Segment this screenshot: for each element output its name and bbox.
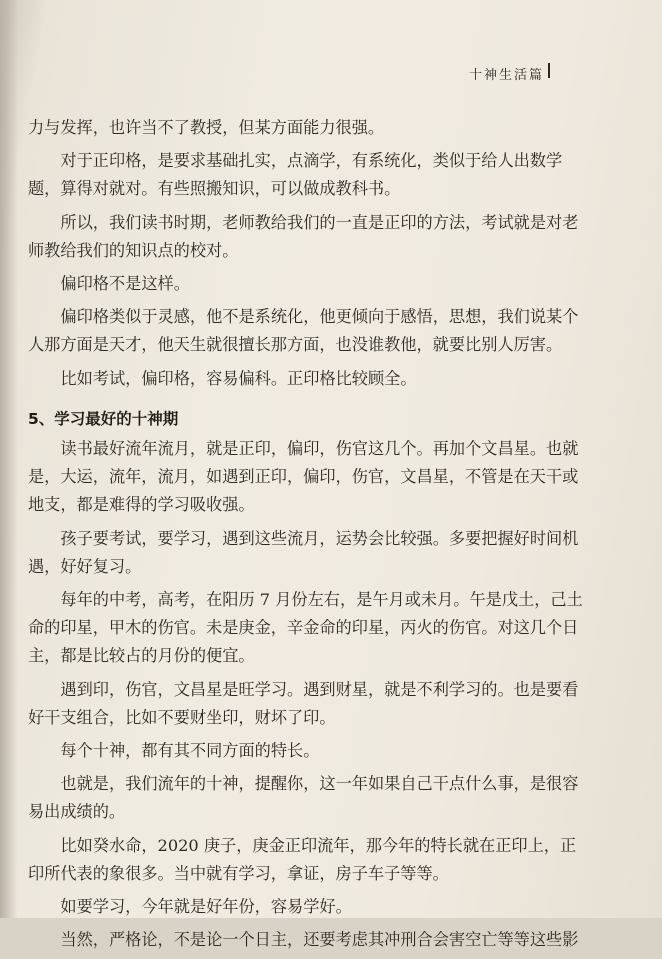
paragraph: 力与发挥，也许当不了教授，但某方面能力很强。: [28, 118, 385, 137]
paragraph: 如要学习，今年就是好年份，容易学好。: [60, 897, 352, 917]
paragraph: 比如考试，偏印格，容易偏科。正印格比较顾全。: [60, 368, 417, 388]
paragraph: 所以，我们读书时期，老师教给我们的一直是正印的方法，考试就是对老师教给我们的知识点的校对。: [28, 212, 579, 260]
paragraph: 偏印格类似于灵感，他不是系统化，他更倾向于感悟，思想，我们说某个人那方面是天才，他天生就很擅长那方面，也没谁教他，就要比别人厉害。: [28, 307, 579, 355]
paragraph: 对于正印格，是要求基础扎实，点滴学，有系统化，类似于给人出数学题，算得对就对。有些照搬知识，可以做成教科书。: [28, 151, 563, 199]
section-heading: 5、学习最好的十神期: [28, 409, 179, 428]
paragraph: 当然，严格论，不是论一个日主，还要考虑其冲刑合会害空亡等等这些影: [60, 930, 579, 950]
paragraph: 每个十神，都有其不同方面的特长。: [60, 741, 320, 761]
header-rule: [548, 63, 550, 78]
paragraph: 比如癸水命，2020 庚子，庚金正印流年，那今年的特长就在正印上，正印所代表的象很多。当中就有学习，拿证，房子车子等等。: [28, 835, 577, 883]
paragraph: 也就是，我们流年的十神，提醒你，这一年如果自己干点什么事，是很容易出成绩的。: [28, 774, 579, 822]
paragraph: 读书最好流年流月，就是正印，偏印，伤官这几个。再加个文昌星。也就是，大运，流年，流月，如遇到正印，偏印，伤官，文昌星，不管是在天干或地支，都是难得的学习吸收强。: [28, 439, 579, 515]
paragraph: 孩子要考试，要学习，遇到这些流月，运势会比较强。多要把握好时间机遇，好好复习。: [28, 528, 579, 576]
paragraph: 遇到印，伤官，文昌星是旺学习。遇到财星，就是不利学习的。也是要看好干支组合，比如不要财坐印，财坏了印。: [28, 679, 579, 727]
paragraph: 每年的中考，高考，在阳历 7 月份左右，是午月或未月。午是戊土，己土命的印星，甲木的伤官。未是庚金，辛金命的印星，丙火的伤官。对这几个日主，都是比较占的月份的便宜。: [28, 590, 583, 666]
page-body: [28, 114, 588, 959]
running-header: 十神生活篇: [468, 68, 544, 83]
paragraph: 偏印格不是这样。: [60, 274, 190, 294]
